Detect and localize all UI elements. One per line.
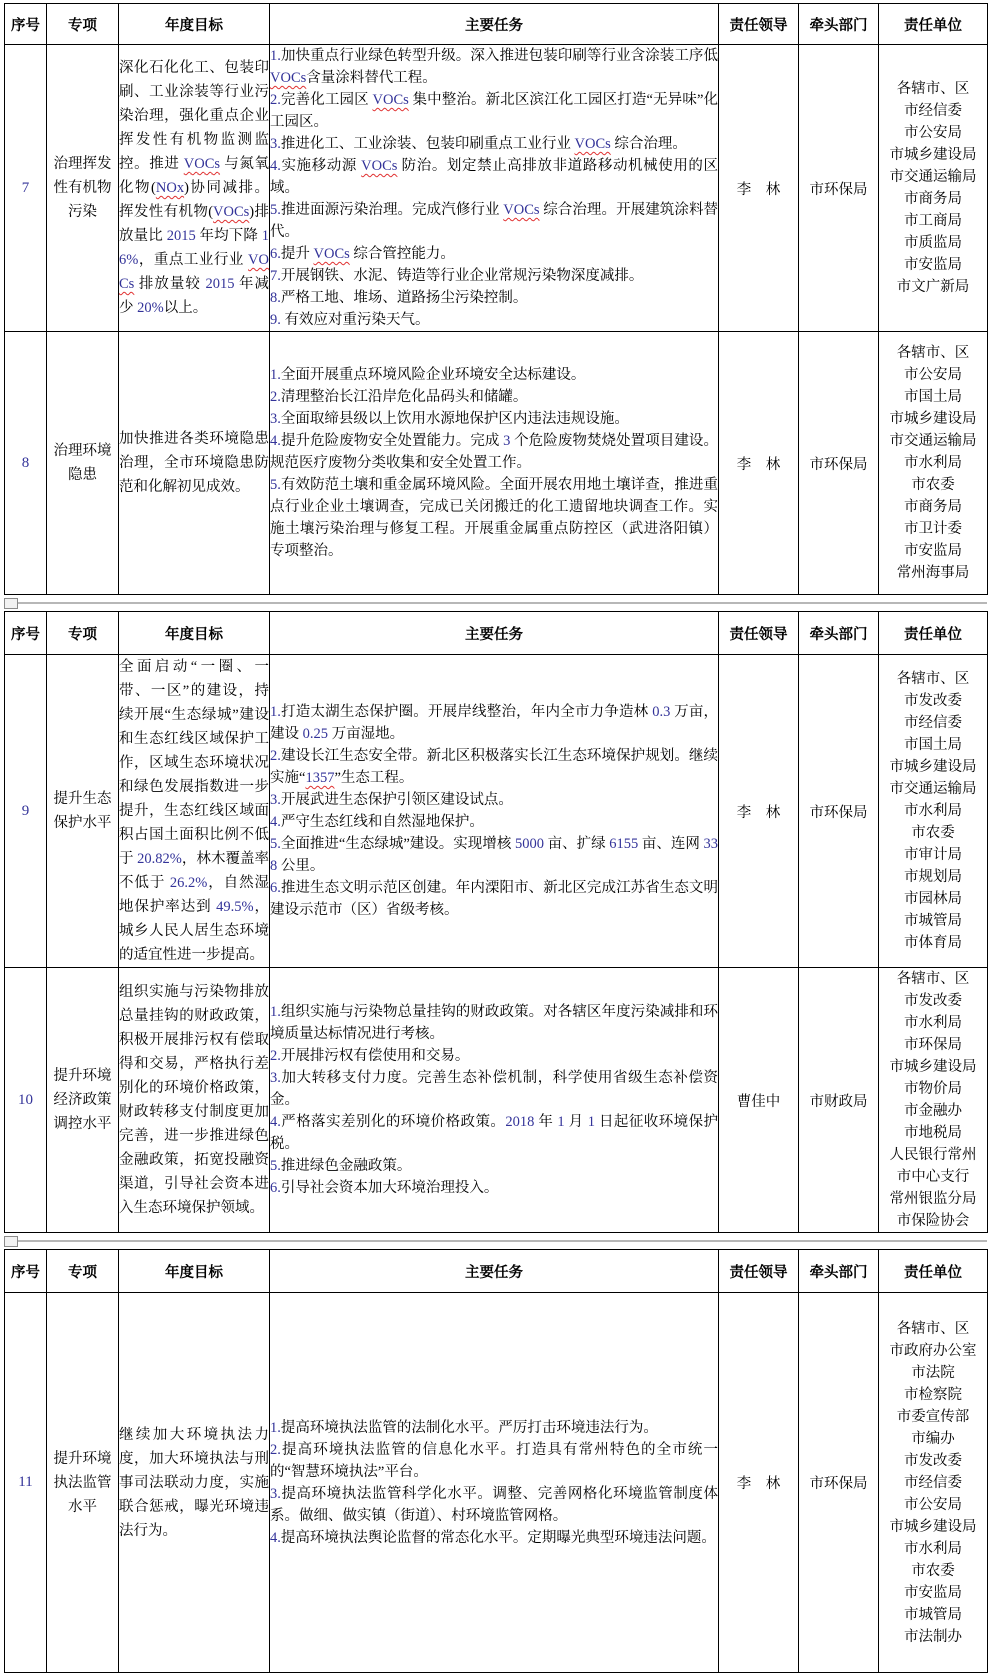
- unit-item: 市中心支行: [896, 1169, 970, 1185]
- cell-main-tasks: [270, 332, 719, 595]
- latin-token: 2.: [270, 92, 281, 108]
- task-item: 2.建设长江生态安全带。新北区积极落实长江生态环境保护规划。继续实施“1357”生态工程。: [270, 748, 718, 786]
- unit-item: 市农委: [911, 1562, 955, 1579]
- unit-item: 市发改委: [904, 993, 962, 1009]
- unit-item: 常州银监分局: [889, 1191, 977, 1207]
- cell-lead-department: 市财政局: [799, 968, 879, 1233]
- table-row: [5, 655, 988, 968]
- unit-item: 各辖市、区: [896, 1320, 970, 1337]
- latin-token: 6.: [270, 880, 281, 896]
- latin-token: 5.: [270, 202, 281, 218]
- latin-token: 4.: [270, 814, 281, 830]
- task-item: 5.有效防范土壤和重金属环境风险。全面开展农用地土壤详查，推进重点行业企业土壤调查，完成已关闭搬迁的化工遗留地块调查工作。实施土壤污染治理与修复工程。开展重金属重点防控区（武进洛阳镇）专项整治。: [270, 477, 718, 559]
- latin-token: 1.: [270, 367, 281, 383]
- unit-item: 市规划局: [904, 869, 962, 885]
- unit-item: 市交通运输局: [889, 433, 977, 449]
- unit-item: 市农委: [911, 825, 955, 841]
- latin-token: 3.: [270, 411, 281, 427]
- unit-item: 市城乡建设局: [889, 1518, 977, 1535]
- table-row: [5, 1293, 988, 1673]
- column-header-goal: 年度目标: [119, 612, 270, 655]
- unit-item: 市园林局: [904, 891, 962, 907]
- cell-responsible-units: [879, 45, 988, 332]
- latin-token: 4.: [270, 158, 281, 174]
- task-item: 2.开展排污权有偿使用和交易。: [270, 1048, 470, 1064]
- latin-token: 26.2%: [169, 875, 208, 891]
- task-item: 8.严格工地、堆场、道路扬尘污染控制。: [270, 290, 528, 306]
- table-row: [5, 332, 988, 595]
- table-section-gap: [4, 595, 987, 611]
- task-item: 5.推进绿色金融政策。: [270, 1158, 412, 1174]
- latin-token: VOCs: [183, 156, 221, 172]
- column-header-units: 责任单位: [879, 1250, 988, 1293]
- table-anchor-marker: [4, 1236, 18, 1247]
- cell-responsible-leader: 曹佳中: [719, 968, 799, 1233]
- column-header-special: 专项: [47, 4, 119, 45]
- task-item: 5.全面推进“生态绿城”建设。实现增核 5000 亩、扩绿 6155 亩、连网 338 公里。: [270, 836, 719, 874]
- latin-token: 6.: [270, 246, 281, 262]
- unit-item: 市安监局: [904, 257, 962, 273]
- cell-responsible-units: [879, 655, 988, 968]
- latin-token: NOx: [155, 180, 185, 196]
- latin-token: 1357: [305, 770, 335, 786]
- table-row: [5, 968, 988, 1233]
- cell-responsible-units: [879, 1293, 988, 1673]
- unit-item: 各辖市、区: [896, 671, 970, 687]
- latin-token: 49.5%: [216, 899, 254, 915]
- plan-table-section-1: [4, 3, 988, 595]
- unit-item: 市交通运输局: [889, 781, 977, 797]
- latin-token: 2.: [270, 389, 281, 405]
- task-item: 4.提高环境执法舆论监督的常态化水平。定期曝光典型环境违法问题。: [270, 1529, 716, 1546]
- task-item: 3.全面取缔县级以上饮用水源地保护区内违法违规设施。: [270, 411, 629, 427]
- task-item: 1.提高环境执法监管的法制化水平。严厉打击环境违法行为。: [270, 1419, 658, 1436]
- cell-lead-department: 市环保局: [799, 332, 879, 595]
- unit-item: 市法院: [911, 1364, 955, 1381]
- latin-token: 16%: [119, 228, 270, 268]
- unit-item: 市国土局: [904, 737, 962, 753]
- latin-token: 1.: [270, 48, 281, 64]
- unit-item: 市环保局: [904, 1037, 962, 1053]
- latin-token: VOCs: [119, 252, 269, 292]
- unit-item: 市文广新局: [896, 279, 970, 295]
- cell-lead-department: 市环保局: [799, 1293, 879, 1673]
- column-header-no: 序号: [5, 612, 47, 655]
- separator-line: [4, 602, 987, 604]
- cell-main-tasks: [270, 1293, 719, 1673]
- cell-responsible-units: [879, 332, 988, 595]
- latin-token: 8.: [270, 290, 281, 306]
- cell-row-number: [5, 332, 47, 595]
- latin-token: VOCs: [372, 92, 409, 108]
- task-item: 1.全面开展重点环境风险企业环境安全达标建设。: [270, 367, 586, 383]
- latin-token: VOCs: [213, 204, 250, 220]
- unit-item: 市公安局: [904, 125, 962, 141]
- cell-main-tasks: [270, 655, 719, 968]
- task-item: 5.推进面源污染治理。完成汽修行业 VOCs 综合治理。开展建筑涂料替代。: [270, 202, 719, 240]
- column-header-leader: 责任领导: [719, 4, 799, 45]
- unit-item: 市物价局: [904, 1081, 962, 1097]
- latin-token: 3: [503, 433, 511, 449]
- row-number: 7: [21, 179, 30, 196]
- column-header-dept: 牵头部门: [799, 1250, 879, 1293]
- cell-lead-department: 市环保局: [799, 655, 879, 968]
- column-header-units: 责任单位: [879, 612, 988, 655]
- column-header-units: 责任单位: [879, 4, 988, 45]
- unit-item: 市交通运输局: [889, 169, 977, 185]
- plan-table-section-3: [4, 1249, 988, 1673]
- task-item: 3.提高环境执法监管科学化水平。调整、完善网格化环境监管制度体系。做细、做实镇（街道）、村环境监管网格。: [270, 1485, 718, 1524]
- latin-token: VOCs: [503, 202, 540, 218]
- unit-item: 市地税局: [904, 1125, 962, 1141]
- latin-token: 20.82%: [137, 851, 182, 867]
- unit-item: 市城乡建设局: [889, 1059, 977, 1075]
- table-row: [5, 45, 988, 332]
- cell-main-tasks: [270, 45, 719, 332]
- unit-item: 市城乡建设局: [889, 759, 977, 775]
- task-item: 3.加大转移支付力度。完善生态补偿机制，科学使用省级生态补偿资金。: [270, 1070, 718, 1108]
- column-header-tasks: 主要任务: [270, 4, 719, 45]
- latin-token: 3.: [270, 1485, 281, 1502]
- unit-item: 市商务局: [904, 499, 962, 515]
- task-item: 7.开展钢铁、水泥、铸造等行业企业常规污染物深度减排。: [270, 268, 644, 284]
- unit-item: 常州海事局: [896, 565, 970, 581]
- latin-token: 5.: [270, 477, 281, 493]
- table-section-gap: [4, 1233, 987, 1249]
- unit-item: 市城管局: [904, 1606, 962, 1623]
- unit-item: 市保险协会: [896, 1213, 970, 1229]
- latin-token: VOCs: [574, 136, 611, 152]
- cell-responsible-leader: 李 林: [719, 655, 799, 968]
- unit-item: 市城乡建设局: [889, 147, 977, 163]
- cell-special-project: 提升生态保护水平: [47, 655, 119, 968]
- unit-item: 市金融办: [904, 1103, 962, 1119]
- task-item: 1.加快重点行业绿色转型升级。深入推进包装印刷等行业含涂装工序低VOCs含量涂料替代工程。: [270, 48, 718, 86]
- latin-token: 2018: [505, 1114, 535, 1130]
- cell-main-tasks: [270, 968, 719, 1233]
- unit-item: 市工商局: [904, 213, 962, 229]
- row-number: 10: [18, 1091, 33, 1108]
- unit-item: 各辖市、区: [896, 345, 970, 361]
- latin-token: 2015: [166, 228, 196, 244]
- latin-token: 9.: [270, 312, 281, 328]
- task-item: 6.提升 VOCs 综合管控能力。: [270, 246, 455, 262]
- latin-token: 2.: [270, 748, 281, 764]
- unit-item: 市委宣传部: [896, 1408, 970, 1425]
- latin-token: 1.: [270, 704, 281, 720]
- unit-item: 市水利局: [904, 1015, 962, 1031]
- latin-token: VOCs: [313, 246, 350, 262]
- latin-token: 4.: [270, 433, 281, 449]
- task-item: 2.完善化工园区 VOCs 集中整治。新北区滨江化工园区打造“无异味”化工园区。: [270, 92, 718, 130]
- latin-token: 3.: [270, 792, 281, 808]
- unit-item: 人民银行常州: [889, 1147, 977, 1163]
- latin-token: 5000: [514, 836, 544, 852]
- cell-lead-department: 市环保局: [799, 45, 879, 332]
- cell-annual-goal: 组织实施与污染物排放总量挂钩的财政政策，积极开展排污权有偿取得和交易，严格执行差别化的环境价格政策，财政转移支付制度更加完善，进一步推进绿色金融政策，拓宽投融资渠道，引导社会资本进入生态环境保护领域。: [119, 968, 270, 1233]
- unit-item: 市经信委: [904, 715, 962, 731]
- latin-token: 3.: [270, 1070, 281, 1086]
- header-row: [5, 4, 988, 45]
- unit-item: 市政府办公室: [889, 1342, 977, 1359]
- plan-table-section-2: [4, 611, 988, 1233]
- cell-special-project: 提升环境经济政策调控水平: [47, 968, 119, 1233]
- task-item: 2.提高环境执法监管的信息化水平。打造具有常州特色的全市统一的“智慧环境执法”平台。: [270, 1441, 718, 1480]
- column-header-leader: 责任领导: [719, 1250, 799, 1293]
- unit-item: 各辖市、区: [896, 971, 970, 987]
- table-anchor-marker: [4, 598, 18, 609]
- unit-item: 市水利局: [904, 803, 962, 819]
- latin-token: 0.25: [302, 726, 328, 742]
- unit-item: 市公安局: [904, 367, 962, 383]
- unit-item: 市卫计委: [904, 521, 962, 537]
- latin-token: 1.: [270, 1419, 281, 1436]
- latin-token: VOCs: [361, 158, 398, 174]
- unit-item: 市检察院: [904, 1386, 962, 1403]
- unit-item: 市经信委: [904, 1474, 962, 1491]
- unit-item: 市国土局: [904, 389, 962, 405]
- unit-item: 市农委: [911, 477, 955, 493]
- separator-line: [4, 1240, 987, 1242]
- unit-item: 市质监局: [904, 235, 962, 251]
- column-header-special: 专项: [47, 1250, 119, 1293]
- cell-annual-goal: 深化石化化工、包装印刷、工业涂装等行业污染治理，强化重点企业挥发性有机物监测监控。推进 VOCs 与氮氧化物(NOx)协同减排。挥发性有机物(VOCs)排放量比 2015 年均下降 16%，重点工业行业 VOCs 排放量较 2015 年减少 20%以上。: [119, 45, 270, 332]
- unit-item: 市城乡建设局: [889, 411, 977, 427]
- task-item: 4.严格落实差别化的环境价格政策。2018 年 1 月 1 日起征收环境保护税。: [270, 1114, 719, 1152]
- latin-token: 2.: [270, 1441, 281, 1458]
- latin-token: 1.: [270, 1004, 281, 1020]
- latin-token: 2015: [205, 276, 235, 292]
- column-header-dept: 牵头部门: [799, 4, 879, 45]
- task-item: 4.实施移动源 VOCs 防治。划定禁止高排放非道路移动机械使用的区域。: [270, 158, 719, 196]
- row-number: 9: [21, 802, 30, 819]
- task-item: 4.提升危险废物安全处置能力。完成 3 个危险废物焚烧处置项目建设。规范医疗废物分类收集和安全处置工作。: [270, 433, 719, 471]
- unit-item: 市公安局: [904, 1496, 962, 1513]
- task-item: 3.推进化工、工业涂装、包装印刷重点工业行业 VOCs 综合治理。: [270, 136, 687, 152]
- latin-token: 0.3: [652, 704, 671, 720]
- column-header-special: 专项: [47, 612, 119, 655]
- column-header-tasks: 主要任务: [270, 1250, 719, 1293]
- column-header-goal: 年度目标: [119, 1250, 270, 1293]
- latin-token: 6.: [270, 1180, 281, 1196]
- cell-responsible-leader: 李 林: [719, 332, 799, 595]
- unit-item: 市水利局: [904, 455, 962, 471]
- unit-item: 市经信委: [904, 103, 962, 119]
- cell-row-number: [5, 45, 47, 332]
- cell-annual-goal: 全面启动“一圈、一带、一区”的建设，持续开展“生态绿城”建设和生态红线区域保护工作，区域生态环境状况和绿色发展指数进一步提升，生态红线区域面积占国土面积比例不低于 20.82%，林木覆盖率不低于 26.2%，自然湿地保护率达到 49.5%，城乡人民人居生态环境的适宜性进一步提高。: [119, 655, 270, 968]
- latin-token: 7.: [270, 268, 281, 284]
- column-header-no: 序号: [5, 4, 47, 45]
- unit-item: 各辖市、区: [896, 81, 970, 97]
- unit-item: 市编办: [911, 1430, 955, 1447]
- latin-token: 4.: [270, 1114, 281, 1130]
- task-item: 6.推进生态文明示范区创建。年内溧阳市、新北区完成江苏省生态文明建设示范市（区）省级考核。: [270, 880, 718, 918]
- column-header-tasks: 主要任务: [270, 612, 719, 655]
- row-number: 11: [18, 1474, 33, 1490]
- unit-item: 市商务局: [904, 191, 962, 207]
- cell-row-number: [5, 968, 47, 1233]
- column-header-leader: 责任领导: [719, 612, 799, 655]
- cell-responsible-leader: 李 林: [719, 1293, 799, 1673]
- row-number: 8: [21, 454, 30, 471]
- latin-token: 1: [557, 1114, 565, 1130]
- column-header-dept: 牵头部门: [799, 612, 879, 655]
- task-item: 4.严守生态红线和自然湿地保护。: [270, 814, 484, 830]
- unit-item: 市法制办: [904, 1628, 962, 1645]
- latin-token: 6155: [609, 836, 639, 852]
- latin-token: 5.: [270, 1158, 281, 1174]
- cell-row-number: [5, 655, 47, 968]
- task-item: 9. 有效应对重污染天气。: [270, 312, 430, 328]
- latin-token: VOCs: [270, 70, 307, 86]
- cell-responsible-leader: 李 林: [719, 45, 799, 332]
- column-header-no: 序号: [5, 1250, 47, 1293]
- latin-token: 2.: [270, 1048, 281, 1064]
- latin-token: 5.: [270, 836, 281, 852]
- task-item: 1.打造太湖生态保护圈。开展岸线整治，年内全市力争造林 0.3 万亩，建设 0.25 万亩湿地。: [270, 704, 719, 742]
- unit-item: 市城管局: [904, 913, 962, 929]
- header-row: [5, 612, 988, 655]
- task-item: 2.清理整治长江沿岸危化品码头和储罐。: [270, 389, 528, 405]
- cell-responsible-units: [879, 968, 988, 1233]
- cell-annual-goal: 继续加大环境执法力度，加大环境执法与刑事司法联动力度，实施联合惩戒，曝光环境违法行为。: [119, 1293, 270, 1673]
- task-item: 3.开展武进生态保护引领区建设试点。: [270, 792, 513, 808]
- unit-item: 市发改委: [904, 693, 962, 709]
- cell-annual-goal: 加快推进各类环境隐患治理，全市环境隐患防范和化解初见成效。: [119, 332, 270, 595]
- unit-item: 市安监局: [904, 543, 962, 559]
- unit-item: 市发改委: [904, 1452, 962, 1469]
- unit-item: 市安监局: [904, 1584, 962, 1601]
- latin-token: 4.: [270, 1529, 281, 1546]
- unit-item: 市水利局: [904, 1540, 962, 1557]
- column-header-goal: 年度目标: [119, 4, 270, 45]
- cell-special-project: 提升环境执法监管水平: [47, 1293, 119, 1673]
- header-row: [5, 1250, 988, 1293]
- latin-token: 20%: [137, 300, 164, 316]
- cell-special-project: 治理挥发性有机物污染: [47, 45, 119, 332]
- unit-item: 市体育局: [904, 935, 962, 951]
- latin-token: 3.: [270, 136, 281, 152]
- unit-item: 市审计局: [904, 847, 962, 863]
- latin-token: 338: [270, 836, 719, 874]
- latin-token: 1: [587, 1114, 595, 1130]
- cell-special-project: 治理环境隐患: [47, 332, 119, 595]
- cell-row-number: [5, 1293, 47, 1673]
- task-item: 6.引导社会资本加大环境治理投入。: [270, 1180, 499, 1196]
- task-item: 1.组织实施与污染物总量挂钩的财政政策。对各辖区年度污染减排和环境质量达标情况进行考核。: [270, 1004, 718, 1042]
